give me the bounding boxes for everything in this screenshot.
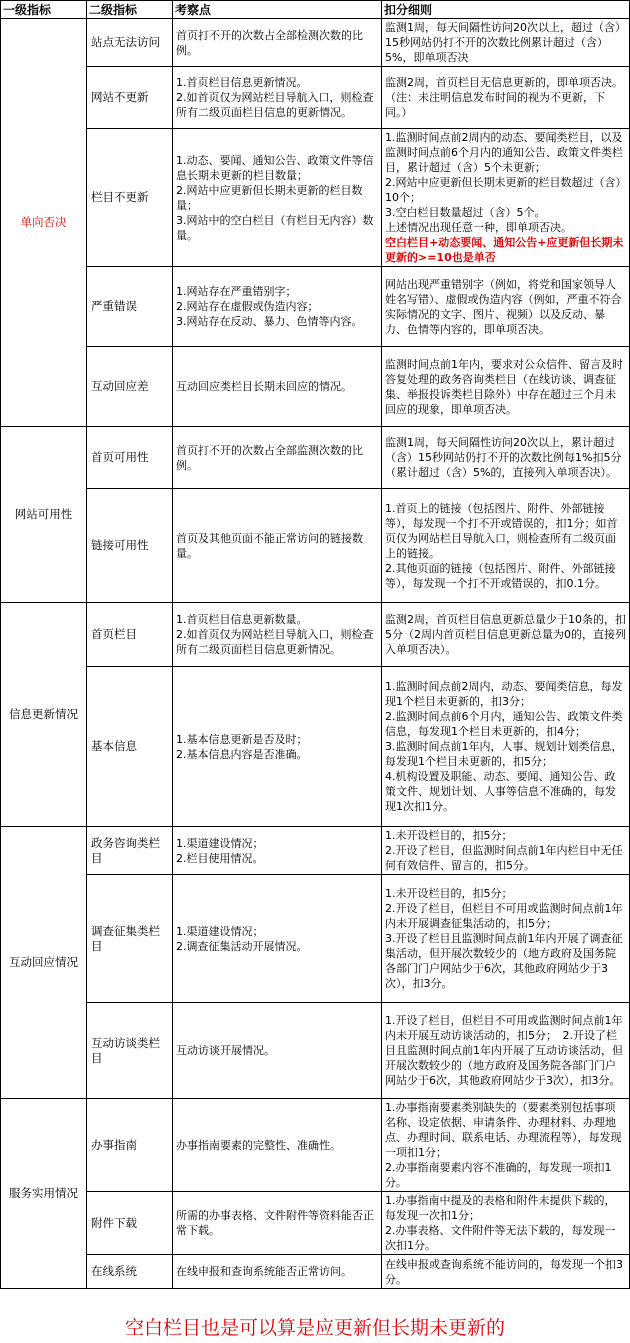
rule-line: 1.首页上的链接（包括图片、附件、外部链接等），每发现一个打不开或错误的，扣1分；如首页仅为网站栏目导航入口，则检查所有二级页面上的链接。 [385, 501, 618, 560]
checkpoint-line: 1.首页栏目信息更新数量。 [176, 613, 308, 626]
rule-line: 监测1周，每天间隔性访问20次以上，超过（含）15秒网站仍打不开的次数比例累计超过（含）5%，即单项否决 [385, 21, 626, 64]
deduction-rule-cell [382, 19, 630, 67]
checkpoint-line: 2.网站存在虚假或伪造内容； [176, 300, 319, 313]
checkpoint-line: 2.如首页仅为网站栏目导航入口，则检查所有二级页面栏目信息的更新情况。 [176, 91, 374, 119]
table-row [1, 347, 630, 427]
rule-line: 监测2周，首页栏目无信息更新的，即单项否决。（注：未注明信息发布时间的视为不更新，下同。） [385, 76, 623, 119]
rule-line: 4.机构设置及职能、动态、要闻、通知公告、政策文件、规划计划、人事等信息不准确的，每发现1次扣1分。 [385, 770, 616, 813]
category-cell: 信息更新情况 [1, 603, 87, 827]
deduction-rule-cell [382, 267, 630, 347]
checkpoint-line: 互动访谈开展情况。 [176, 1044, 275, 1057]
subcategory-cell: 网站不更新 [87, 67, 173, 129]
checkpoint-line: 在线申报和查询系统能否正常访问。 [176, 1265, 352, 1278]
checkpoint-cell [173, 129, 382, 267]
deduction-rule-cell [382, 347, 630, 427]
rule-line: 3.监测时间点前1年内，人事、规划计划类信息，每发现1个栏目未更新的，扣5分； [385, 740, 623, 768]
category-cell: 单向否决 [1, 19, 87, 427]
table-row [1, 267, 630, 347]
deduction-rule-cell [382, 489, 630, 603]
rule-line: 1.未开设栏目的，扣5分； [385, 887, 513, 900]
rule-line: 1.监测时间点前2周内的动态、要闻类栏目，以及监测时间点前6个月内的通知公告、政策文件类栏目，累计超过（含）5个未更新； [385, 131, 623, 174]
rule-line: 1.办事指南要素类别缺失的（要素类别包括事项名称、设定依据、申请条件、办理材料、办理地点、办理时间、联系电话、办理流程等），每发现一项扣1分； [385, 1101, 622, 1159]
rule-line: 监测1周，每天间隔性访问20次以上，累计超过（含）15秒网站仍打不开的次数比例每1%扣5分（累计超过（含）5%的，直接列入单项否决）。 [385, 436, 622, 479]
deduction-rule-cell [382, 1255, 630, 1289]
table-row [1, 827, 630, 875]
rule-line: 监测2周，首页栏目信息更新总量少于10条的，扣5分（2周内首页栏目信息更新总量为0的，直接列入单项否决）。 [385, 613, 626, 656]
checkpoint-line: 1.渠道建设情况； [176, 924, 264, 938]
deduction-rule-cell [382, 667, 630, 827]
rule-line: 1.未开设栏目的，扣5分； [385, 829, 513, 842]
table-row [1, 1003, 630, 1099]
checkpoint-line: 首页打不开的次数占全部检测次数的比例。 [176, 28, 363, 57]
category-cell: 服务实用情况 [1, 1099, 87, 1289]
subcategory-cell: 严重错误 [87, 267, 173, 347]
checkpoint-line: 首页及其他页面不能正常访问的链接数量。 [176, 531, 363, 560]
table-row [1, 875, 630, 1003]
rule-line: 1.开设了栏目，但栏目不可用或监测时间点前1年内未开展互动访谈活动的，扣5分； 2.开设了栏目且监测时间点前1年内开展了互动访谈活动，但开展次数较少的（地方政府及国务院各部门门户网站少于6次，其他政府网站少于3次），扣3分。 [385, 1014, 623, 1087]
table-row [1, 427, 630, 489]
deduction-rule-cell [382, 129, 630, 267]
deduction-rule-cell [382, 1003, 630, 1099]
checkpoint-line: 1.渠道建设情况； [176, 836, 264, 850]
subcategory-cell: 附件下载 [87, 1192, 173, 1255]
table-row [1, 1192, 630, 1255]
table-row [1, 19, 630, 67]
checkpoint-line: 3.网站存在反动、暴力、色情等内容。 [176, 315, 363, 328]
checkpoint-line: 互动回应类栏目长期未回应的情况。 [176, 380, 352, 393]
checkpoint-cell [173, 489, 382, 603]
rule-line: 监测时间点前1年内，要求对公众信件、留言及时答复处理的政务咨询类栏目（在线访谈、调查征集、举报投诉类栏目除外）中存在超过三个月未回应的现象，即单项否决。 [385, 357, 623, 416]
checkpoint-cell [173, 267, 382, 347]
deduction-rule-cell [382, 827, 630, 875]
rule-annotation: 空白栏目+动态要闻、通知公告+应更新但长期未更新的>=10也是单否 [385, 236, 624, 264]
rule-line: 2.网站中应更新但长期未更新的栏目数超过（含）10个； [385, 176, 621, 204]
deduction-rule-cell [382, 1099, 630, 1192]
subcategory-cell: 站点无法访问 [87, 19, 173, 67]
subcategory-cell: 政务咨询类栏目 [87, 827, 173, 875]
checkpoint-line: 办事指南要素的完整性、准确性。 [176, 1138, 341, 1152]
deduction-rule-cell [382, 427, 630, 489]
checkpoint-line: 2.基本信息内容是否准确。 [176, 747, 308, 761]
criteria-body [1, 19, 630, 1289]
subcategory-cell: 首页可用性 [87, 427, 173, 489]
checkpoint-cell [173, 603, 382, 667]
checkpoint-cell [173, 19, 382, 67]
category-cell: 网站可用性 [1, 427, 87, 603]
checkpoint-cell [173, 67, 382, 129]
checkpoint-line: 1.首页栏目信息更新情况。 [176, 76, 308, 89]
rule-line: 1.办事指南中提及的表格和附件未提供下载的，每发现一次扣1分； [385, 1194, 616, 1222]
header-level2: 二级指标 [87, 1, 173, 19]
checkpoint-cell [173, 1255, 382, 1289]
table-row [1, 67, 630, 129]
rule-line: 2.办事表格、文件附件等无法下载的，每发现一次扣1分。 [385, 1224, 616, 1252]
subcategory-cell: 链接可用性 [87, 489, 173, 603]
checkpoint-cell [173, 1099, 382, 1192]
checkpoint-cell [173, 427, 382, 489]
rule-line: 2.其他页面的链接（包括图片、附件、外部链接等），每发现一个打不开或错误的，扣0.1分。 [385, 561, 616, 590]
category-cell: 互动回应情况 [1, 827, 87, 1099]
rule-line: 2.开设了栏目，但栏目不可用或监测时间点前1年内未开展调查征集活动的，扣5分； [385, 902, 623, 930]
subcategory-cell: 首页栏目 [87, 603, 173, 667]
deduction-rule-cell [382, 603, 630, 667]
checkpoint-cell [173, 1192, 382, 1255]
table-row [1, 603, 630, 667]
table-row [1, 667, 630, 827]
checkpoint-line: 2.如首页仅为网站栏目导航入口，则检查所有二级页面栏目信息更新情况。 [176, 628, 374, 656]
subcategory-cell: 栏目不更新 [87, 129, 173, 267]
header-row [1, 1, 630, 19]
rule-line: 2.办事指南要素内容不准确的，每发现一项扣1分。 [385, 1161, 612, 1189]
rule-line: 3.空白栏目数量超过（含）5个。 [385, 206, 546, 219]
rule-line: 上述情况出现任意一种，即单项否决。 [385, 221, 572, 234]
deduction-rule-cell [382, 1192, 630, 1255]
rule-line: 在线申报或查询系统不能访问的，每发现一个扣3分。 [385, 1257, 623, 1286]
checkpoint-line: 2.调查征集活动开展情况。 [176, 939, 308, 953]
subcategory-cell: 互动访谈类栏目 [87, 1003, 173, 1099]
table-row [1, 489, 630, 603]
rule-line: 3.开设了栏目且监测时间点前1年内开展了调查征集活动，但开展次数较少的（地方政府及国务院各部门门户网站少于6次，其他政府网站少于3次），扣3分。 [385, 932, 623, 990]
table-row [1, 1099, 630, 1192]
deduction-rule-cell [382, 875, 630, 1003]
table-row [1, 1255, 630, 1289]
checkpoint-cell [173, 347, 382, 427]
subcategory-cell: 互动回应差 [87, 347, 173, 427]
header-level1: 一级指标 [1, 1, 87, 19]
subcategory-cell: 基本信息 [87, 667, 173, 827]
checkpoint-line: 首页打不开的次数占全部监测次数的比例。 [176, 443, 363, 472]
rule-line: 2.监测时间点前6个月内，通知公告、政策文件类信息，每发现1个栏目未更新的，扣4分； [385, 710, 623, 738]
table-row [1, 129, 630, 267]
checkpoint-cell [173, 875, 382, 1003]
header-checkpoint: 考察点 [173, 1, 382, 19]
checkpoint-cell [173, 667, 382, 827]
checkpoint-cell [173, 827, 382, 875]
footer-note: 空白栏目也是可以算是应更新但长期未更新的 [124, 1317, 505, 1339]
subcategory-cell: 调查征集类栏目 [87, 875, 173, 1003]
header-deduction-rules: 扣分细则 [382, 1, 630, 19]
rule-line: 1.监测时间点前2周内，动态、要闻类信息，每发现1个栏目未更新的，扣3分； [385, 680, 623, 708]
checkpoint-cell [173, 1003, 382, 1099]
rule-line: 2.开设了栏目，但监测时间点前1年内栏目中无任何有效信件、留言的，扣5分。 [385, 844, 623, 872]
checkpoint-line: 2.网站中应更新但长期未更新的栏目数量； [176, 183, 363, 212]
deduction-rule-cell [382, 67, 630, 129]
subcategory-cell: 在线系统 [87, 1255, 173, 1289]
checkpoint-line: 1.网站存在严重错别字； [176, 285, 297, 298]
checkpoint-line: 2.栏目使用情况。 [176, 851, 264, 865]
checkpoint-line: 1.基本信息更新是否及时； [176, 732, 308, 746]
rule-line: 网站出现严重错别字（例如，将党和国家领导人姓名写错）、虚假或伪造内容（例如，严重不符合实际情况的文字、图片、视频）以及反动、暴力、色情等内容的，即单项否决。 [385, 277, 622, 336]
subcategory-cell: 办事指南 [87, 1099, 173, 1192]
checkpoint-line: 1.动态、要闻、通知公告、政策文件等信息长期未更新的栏目数量； [176, 153, 374, 182]
checkpoint-line: 所需的办事表格、文件附件等资料能否正常下载。 [176, 1209, 374, 1237]
checkpoint-line: 3.网站中的空白栏目（有栏目无内容）数量。 [176, 213, 374, 242]
